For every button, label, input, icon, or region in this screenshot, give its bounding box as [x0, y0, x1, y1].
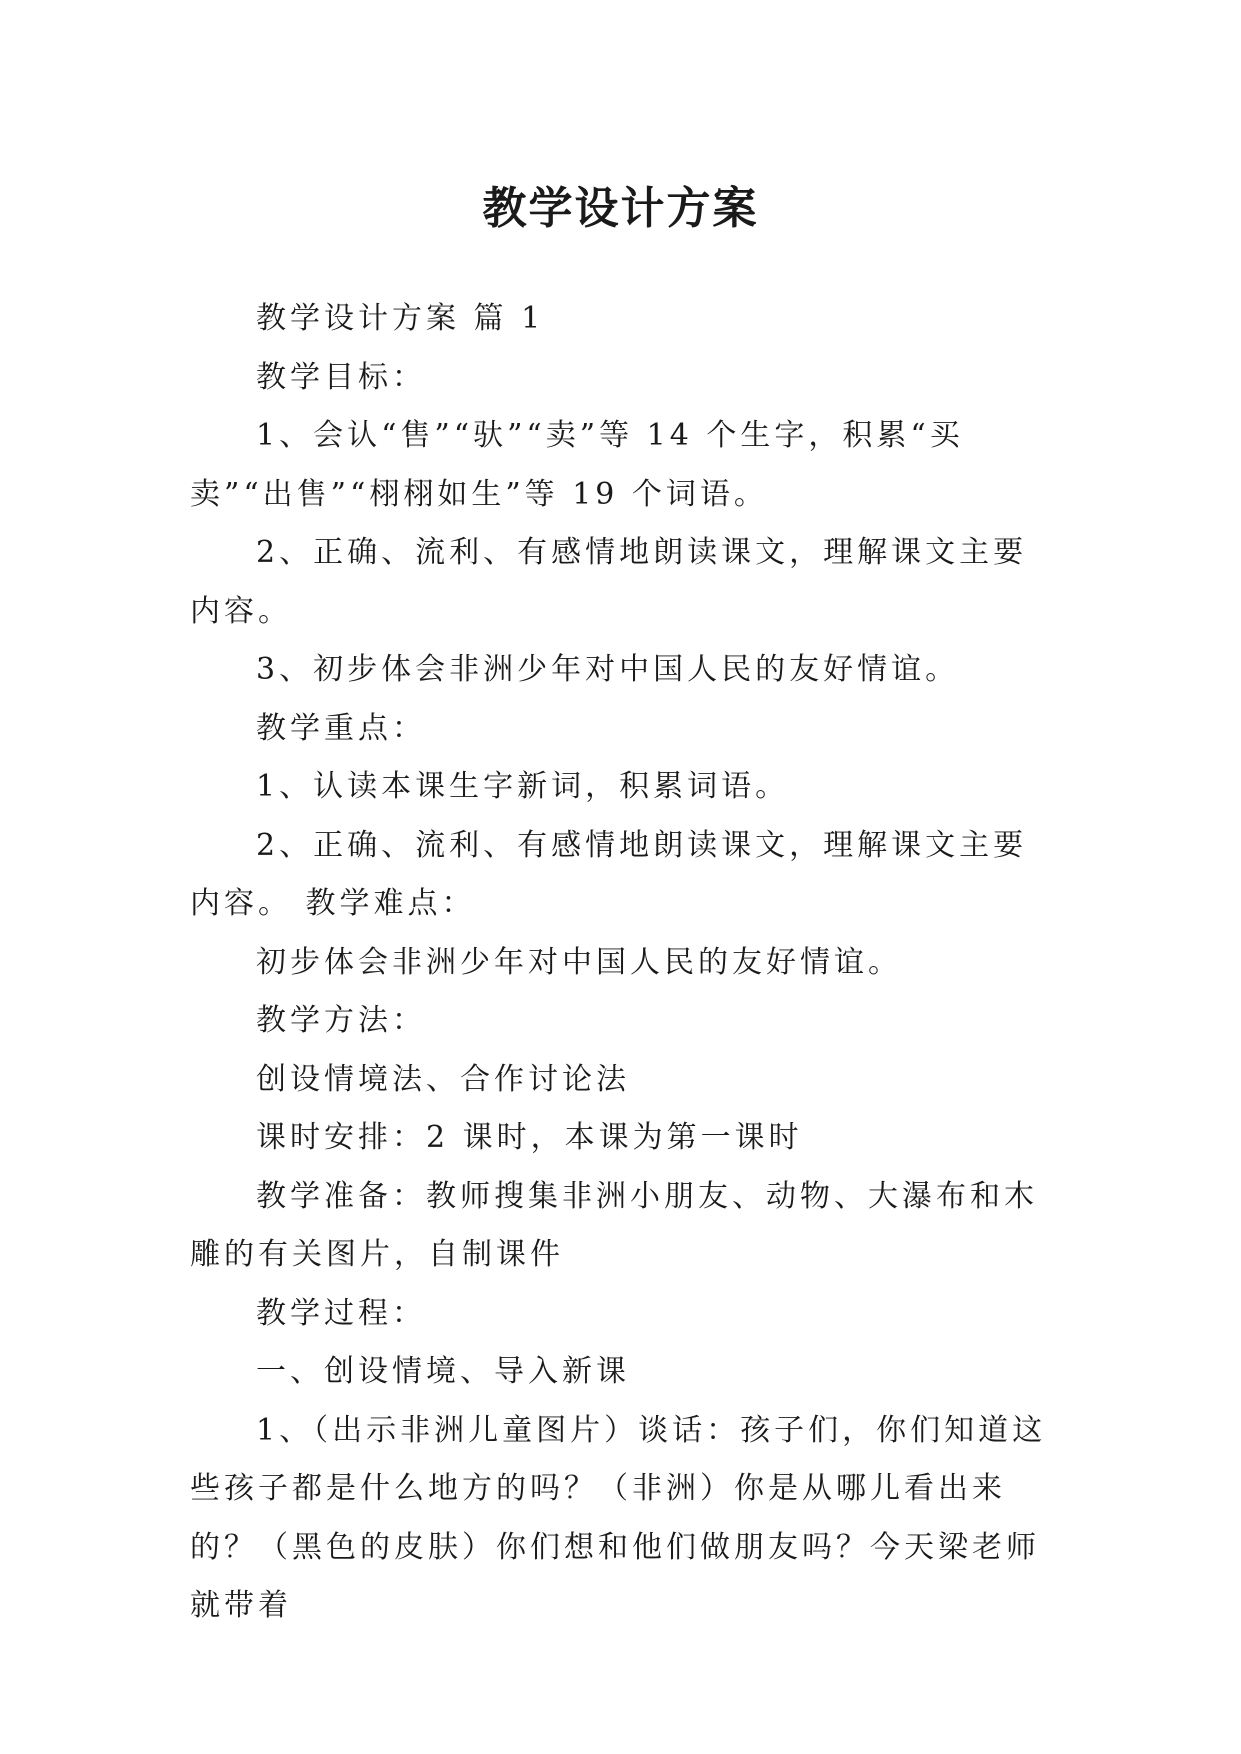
paragraph: 教学重点： — [256, 710, 426, 746]
paragraph: 课时安排：2 课时，本课为第一课时 — [256, 1120, 803, 1155]
paragraph: 教学准备：教师搜集非洲小朋友、动物、大瀑布和木雕的有关图片，自制课件 — [190, 1178, 1038, 1272]
paragraph: 3、初步体会非洲少年对中国人民的友好情谊。 — [256, 652, 960, 687]
paragraph: 2、正确、流利、有感情地朗读课文，理解课文主要内容。 教学难点： — [190, 827, 1028, 921]
document-body — [190, 290, 1052, 1636]
paragraph: 创设情境法、合作讨论法 — [256, 1061, 630, 1097]
paragraph: 教学目标： — [256, 359, 426, 395]
paragraph: 1、认读本课生字新词，积累词语。 — [256, 769, 790, 804]
paragraph: 1、会认“售”“驮”“卖”等 14 个生字，积累“买卖”“出售”“栩栩如生”等 19 个词语。 — [190, 418, 964, 512]
paragraph: 1、（出示非洲儿童图片）谈话：孩子们，你们知道这些孩子都是什么地方的吗？（非洲）你是从哪儿看出来的？（黑色的皮肤）你们想和他们做朋友吗？今天梁老师就带着 — [190, 1412, 1047, 1623]
section-heading: 教学设计方案 篇 1 — [256, 301, 545, 336]
paragraph: 2、正确、流利、有感情地朗读课文，理解课文主要内容。 — [190, 535, 1028, 629]
paragraph: 教学过程： — [256, 1295, 426, 1331]
paragraph: 一、创设情境、导入新课 — [256, 1354, 630, 1389]
paragraph: 初步体会非洲少年对中国人民的友好情谊。 — [256, 944, 902, 980]
document-title: 教学设计方案 — [482, 183, 759, 235]
paragraph: 教学方法： — [256, 1003, 426, 1038]
